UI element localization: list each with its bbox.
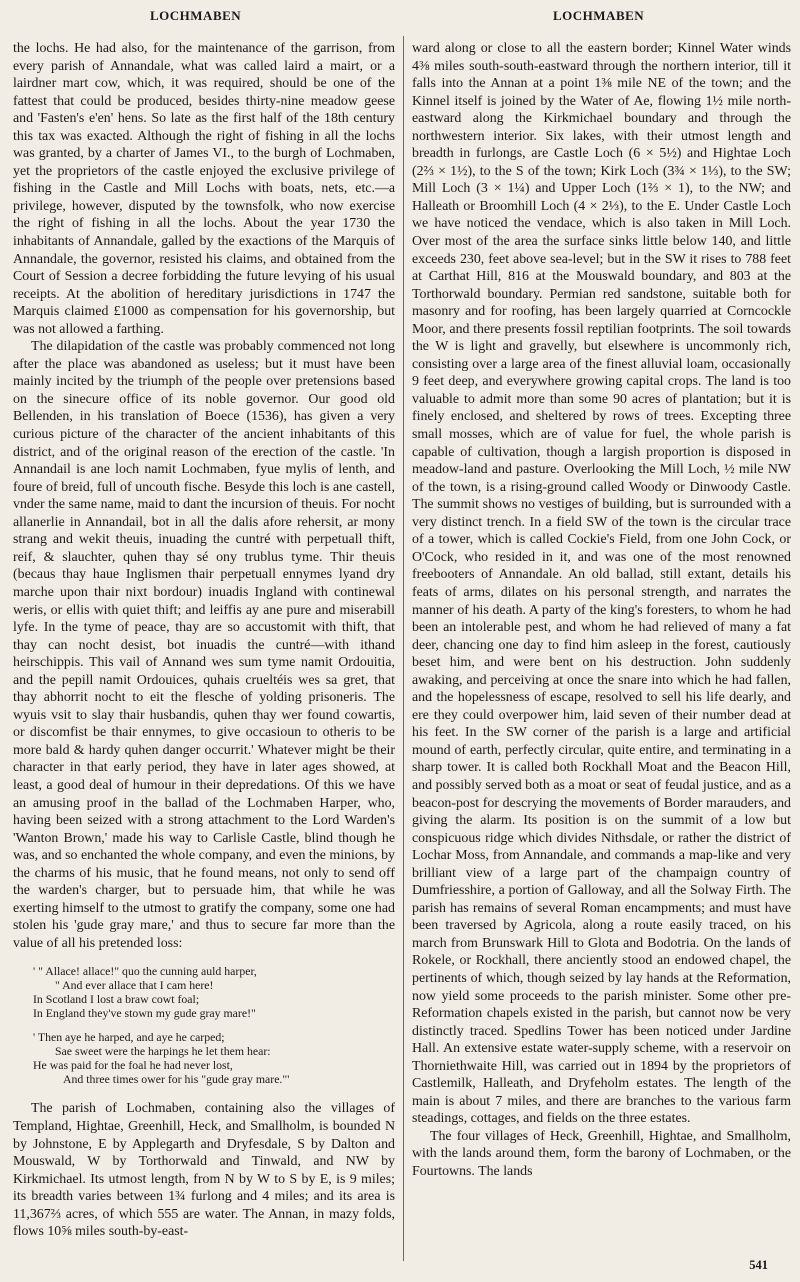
column-divider — [403, 36, 404, 1261]
verse-line: And three times ower for his "gude gray mare."' — [63, 1072, 290, 1087]
paragraph-fourtowns: The four villages of Heck, Greenhill, Hightae, and Smallholm, with the lands around them, form the barony of Lochmaben, or the Fourtowns. The lands — [412, 1128, 791, 1179]
page-number: 541 — [749, 1258, 768, 1272]
verse-line: In Scotland I lost a braw cowt foal; — [33, 992, 200, 1007]
verse-line: ' " Allace! allace!" quo the cunning auld harper, — [33, 964, 257, 979]
running-head-right: LOCHMABEN — [553, 8, 645, 23]
verse-line: " And ever allace that I cam here! — [55, 978, 214, 993]
verse-line: Sae sweet were the harpings he let them hear: — [55, 1044, 271, 1059]
verse-line: ' Then aye he harped, and aye he carped; — [33, 1030, 225, 1045]
paragraph-waters-and-antiquities: ward along or close to all the eastern border; Kinnel Water winds 4⅜ miles south-south-eastward through the northern interior, till it falls into the Annan at a point 1⅜ mile NE of the town; and the Kinnel itself is joined by the Water of Ae, flowing 1½ mile north-eastward along the Kirkmichael boundary and through the northwestern interior. Six lakes, with their utmost length and breadth in furlongs, are Castle Loch (6 × 5½) and Hightae Loch (2⅔ × 1½), to the S of the town; Kirk Loch (3¾ × 1⅓), to the SW; Mill Loch (3 × 1¼) and Upper Loch (1⅔ × 1), to the NW; and Halleath or Broomhill Loch (4 × 2⅓), to the E. Under Castle Loch we have noticed the vendace, which is also taken in Mill Loch. Over most of the area the surface sinks little below 140, and little exceeds 230, feet above sea-level; but in the SW it rises to 788 feet at Carthat Hill, 816 at the Mouswald boundary, and 803 at the Torthorwald boundary. Permian red sandstone, suitable both for masonry and for roofing, has been largely quarried at Corncockle Moor, and there presents fossil reptilian footprints. The soil towards the W is light and gravelly, but elsewhere is uncommonly rich, consisting over a large area of the finest alluvial loam, occasionally 9 feet deep, and everywhere growing capital crops. The land is too valuable to admit more than some 90 acres of plantation; but it is finely enclosed, and sheltered by rows of trees. Excepting three small mosses, which are of value for fuel, the whole parish is capable of cultivation, though a largish proportion is disposed in meadow-land and pasture. Overlooking the Mill Loch, ½ mile NW of the town, is a rising-ground called Woody or Dinwoody Castle. The summit shows no vestiges of building, but is surrounded with a very distinct trench. In a field SW of the town is the circular trace of a tower, which is called Cockie's Field, from one John Cock, or O'Cock, who resided in it, and was one of the most renowned freebooters of Annandale. An old ballad, still extant, details his feats of arms, dilates on his personal strength, and narrates the manner of his death. A party of the king's foresters, to whom he had been an intolerable pest, and whom he had relieved of many a fat deer, chancing one day to find him asleep in the forest, cautiously beset him, and were bent on his destruction. John suddenly awaking, and perceiving at once the snare into which he had fallen, and the hopelessness of escape, resolved to sell his life dearly, and ere they could overpower him, laid seven of their number dead at his feet. In the SW corner of the parish is a large and artificial mound of earth, perfectly circular, quite entire, and terminating in a sharp tower. It is called both Rockhall Moat and the Beacon Hill, and possibly served both as a moat or seat of feudal justice, and as a beacon-post for descrying the movements of Border marauders, and giving the alarm. Its position is on the summit of a low but conspicuous ridge which divides Nithsdale, or rather the district of Lochar Moss, from Annandale, and commands a map-like and very brilliant view of a large part of the champaign country of Dumfriesshire, a portion of Galloway, and all the Solway Firth. The parish has remains of several Roman encampments; and must have been traversed by Agricola, along a route easily traced, on his march from Brunswark Hill to Glota and Bodotria. On the lands of Rokele, or Rockhall, there anciently stood an endowed chapel, the pertinents of which, though seized by lay hands at the Reformation, now yield some proceeds to the parish minister. Some other pre-Reformation chapels existed in the parish, but cannot now be very distinctly traced. Spedlins Tower has been noticed under Jardine Hall. An extensive estate water-supply scheme, with a reservoir on Thorniethwaite Hill, was carried out in 1894 by the proprietors of Castlemilk, Halleath, and Dryfeholm estates. The length of the main is about 7 miles, and there are branches to the various farm steadings, cottages, and fields on the three estates. — [412, 41, 791, 1127]
paragraph-garrison: the lochs. He had also, for the maintenance of the garrison, from every parish of Annandale, what was called laird a mairt, or a lairdner mart cow, which, it was required, should be one of the fattest that could be produced, besides thirty-nine meadow geese and 'Fasten's e'en' hens. So late as the first half of the 18th century this tax was exacted. Although the right of fishing in all the lochs was granted, by a charter of James VI., to the burgh of Lochmaben, yet the proprietors of the castle enjoyed the exclusive privilege of fishing in the Castle and Mill Lochs with boats, nets, etc.—a privilege, however, disputed by the townsfolk, who now exercise the right of fishing in all the lochs. About the year 1730 the inhabitants of Annandale, galled by the exactions of the Marquis of Annandale, the governor, resisted his claims, and obtained from the Court of Session a decree forbidding the future levying of his usual receipts. At the abolition of hereditary jurisdictions in 1747 the Marquis claimed £1000 as compensation for his governorship, but was not allowed a farthing. — [13, 41, 395, 337]
stanza-1 — [13, 964, 395, 1020]
right-column — [412, 40, 791, 1181]
paragraph-parish-bounds: The parish of Lochmaben, containing also the villages of Templand, Hightae, Greenhill, Heck, and Smallholm, is bounded N by Johnstone, E by Applegarth and Dryfesdale, S by Dalton and Mouswald, W by Torthorwald and Tinwald, and NW by Kirkmichael. Its utmost length, from N by W to S by E, is 9 miles; its breadth varies between 1¾ furlong and 4 miles; and its area is 11,367⅔ acres, of which 555 are water. The Annan, in mazy folds, flows 10⅝ miles south-by-east- — [13, 1101, 395, 1240]
verse-line: He was paid for the foal he had never lost, — [33, 1058, 233, 1073]
left-column — [13, 40, 395, 1241]
paragraph-dilapidation: The dilapidation of the castle was probably commenced not long after the place was abandoned as useless; but it must have been mainly incited by the triumph of the people over pretensions based on the sinecure office of its noble governor. Our good old Bellenden, in his translation of Boece (1536), has given a very curious picture of the character of the ancient inhabitants of this district, and of the original reason of the erection of the castle. 'In Annandail is ane loch namit Lochmaben, fyue mylis of lenth, and foure of breid, full of uncouth fische. Besyde this loch is ane castell, vnder the same name, maid to dant the incursion of theuis. For nocht allanerlie in Annandail, bot in all the dalis afore rehersit, ar mony strang and wekit theuis, inuading the cuntré with perpetuall thift, reif, & slauchter, quhen thay sé ony trublus tyme. Thir theuis (becaus thay haue Inglismen thair perpetuall ennymes lyand dry marche upon thair nixt bordour) inuadis Ingland with continewal weris, or ellis with quiet thift; and leiffis ay ane pure and miserabill lyfe. In the tyme of peace, thay are so accustomit with thift, that thay can nocht desist, bot inuadis the cuntré—with ithand heirschippis. This vail of Annand wes sum tyme namit Ordouitia, and the pepill namit Ordouices, quhais crueltéis wes sa gret, that thay abhorrit nocht to eit the flesche of yolding prisoneris. The wyuis vsit to slay thair husbandis, quhen thay wer found cowartis, or discomfist be thair ennymes, to give occasioun to otheris to be more bald & hardy quhen danger occurrit.' Whatever might be their character in that early period, they have in later ages showed, at least, a good deal of humour in their depredations. Of this we have an amusing proof in the ballad of the Lochmaben Harper, who, having been seized with a strong attachment to the Lord Warden's 'Wanton Brown,' made his way to Carlisle Castle, blind though he was, and so enchanted the whole company, and even the minions, by the charms of his music, that he found means, not only to send off the warden's charger, but to persuade him, that while he was exerting himself to the utmost to gratify the company, some one had stolen his 'gude gray mare,' and thus to secure far more than the value of all his pretended loss: — [13, 339, 395, 951]
verse-line: In England they've stown my gude gray mare!" — [33, 1006, 256, 1021]
stanza-2 — [13, 1030, 395, 1086]
running-head-left: LOCHMABEN — [150, 8, 242, 23]
ballad-verse — [13, 964, 395, 1086]
